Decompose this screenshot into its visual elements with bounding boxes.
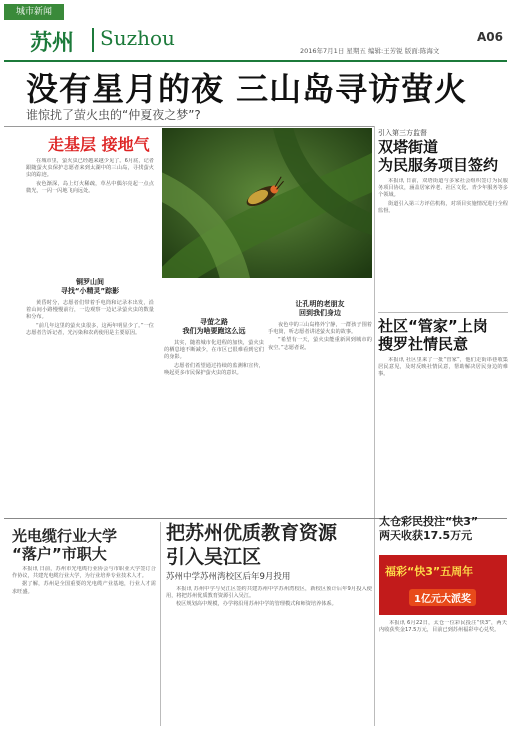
divider: [378, 312, 508, 313]
bottom-mid-headline: 把苏州优质教育资源 引入吴江区: [166, 522, 338, 568]
bottom-right-body: [379, 620, 507, 724]
paragraph: 夜色渐深，岛上灯火稀疏，草丛中偶尔亮起一点点微光，一闪一闪地飞向远处。: [26, 180, 154, 194]
headline-rule: [4, 126, 374, 127]
column-rule: [374, 126, 375, 526]
paragraph: 夜色中的三山岛格外宁静，一群孩子围着手电筒，听志愿者讲述萤火虫的故事。: [268, 322, 372, 336]
paragraph: 志愿者们希望通过持续的监测和宣传，唤起更多市民保护萤火虫的意识。: [164, 362, 264, 376]
right-body-2: [378, 357, 508, 497]
paragraph: 在城市里，萤火虫已经越来越少见了。6月底，记者跟随萤火虫保护志愿者来到太湖中的三山岛，寻找萤火虫的踪迹。: [26, 158, 154, 179]
column-stamp: 走基层 接地气: [48, 135, 150, 154]
subheading: 铜罗山间 寻找“小精灵”踪影: [60, 278, 120, 295]
paragraph: 本报讯 社区里来了一批“管家”，他们走街串巷收集居民意见，及时反映社情民意，帮助解决居民身边的难事。: [378, 357, 508, 378]
section-title-en: Suzhou: [100, 26, 175, 50]
paragraph: 本报讯 苏州中学与吴江区签约共建苏州中学苏州湾校区，新校区预计后年9月投入使用，将把苏州优质教育资源引入吴江。: [166, 586, 372, 600]
paragraph: 黄昏时分，志愿者们带着手电筒和记录本出发，沿着山间小路慢慢前行，一边观察一边记录萤火虫的数量和分布。: [26, 300, 154, 321]
paragraph: “前几年这里的萤火虫很多，这两年明显少了。”一位志愿者告诉记者，光污染和农药使用是主要原因。: [26, 322, 154, 336]
firefly-photo: [162, 128, 372, 278]
lottery-ad: [379, 555, 507, 615]
bottom-right-headline: 太仓彩民投注“快3” 两天收获17.5万元: [379, 515, 479, 542]
lead-headline: 没有星月的夜 三山岛寻访萤火: [26, 70, 468, 108]
paragraph: “希望有一天，萤火虫能重新回到城市的夜空。”志愿者说。: [268, 337, 372, 351]
subheading: 寻萤之路 我们为啥要跑这么远: [182, 318, 246, 335]
paragraph: 校区规划高中规模，办学将沿用苏州中学的管理模式和师资培养体系。: [176, 601, 337, 608]
section-title: 苏州: [30, 30, 75, 56]
ad-tagline: 1亿元大派奖: [409, 589, 476, 606]
page-number: A06: [477, 30, 503, 44]
lead-subhead: 谁惊扰了萤火虫的“仲夏夜之梦”?: [26, 108, 201, 122]
bottom-mid-subhead: 苏州中学苏州湾校区后年9月投用: [166, 572, 291, 582]
right-column: [378, 128, 508, 497]
column-rule: [160, 522, 161, 726]
kicker: 引入第三方监督: [378, 129, 427, 137]
paragraph: 本报讯 日前，苏州市光电缆行业协会与市职业大学签订合作协议，共建光电缆行业大学，为行业培养专业技术人才。: [12, 566, 156, 580]
lead-col-2: [26, 278, 154, 518]
bottom-left-body: [12, 566, 156, 724]
right-body-1: [378, 178, 508, 308]
lead-col-3: [164, 282, 264, 518]
firefly-illustration: [162, 128, 372, 278]
lead-col-4: [268, 282, 372, 518]
paragraph: 其实，随着城市化进程的加快，萤火虫的栖息地不断减少，在市区已很难看到它们的身影。: [164, 340, 264, 361]
masthead-rule: [4, 60, 507, 62]
column-rule: [374, 522, 375, 726]
paragraph: 本报讯 日前，双塔街道与多家社会组织签订为民服务项目协议，涵盖居家养老、社区文化、青少年服务等多个领域。: [378, 178, 508, 199]
section-divider: [92, 28, 94, 52]
bottom-mid-body: [166, 586, 372, 724]
ad-title: 福彩“快3”五周年: [385, 565, 474, 578]
right-headline-2: 社区“管家”上岗 搜罗社情民意: [378, 317, 488, 353]
bottom-left-headline: 光电缆行业大学 “落户”市职大: [12, 527, 118, 563]
date-line: 2016年7月1日 星期五 编辑:王芳锐 版面:陈海文: [300, 47, 440, 55]
paragraph: 街道引入第三方评估机构，对项目实施情况进行全程监督。: [378, 200, 508, 214]
paragraph: 据了解，苏州是全国重要的光电缆产业基地，行业人才需求旺盛。: [12, 581, 156, 595]
lead-col-1: [26, 158, 154, 274]
subheading: 让孔明的老朋友 回到我们身边: [295, 300, 345, 317]
right-headline-1: 双塔街道 为民服务项目签约: [378, 138, 499, 174]
paragraph: 本报讯 6月22日，太仓一位彩民投注“快3”，两天内收获奖金17.5万元，目前已到苏州福彩中心兑奖。: [379, 620, 507, 634]
paper-logo: 城市新闻: [4, 4, 64, 20]
